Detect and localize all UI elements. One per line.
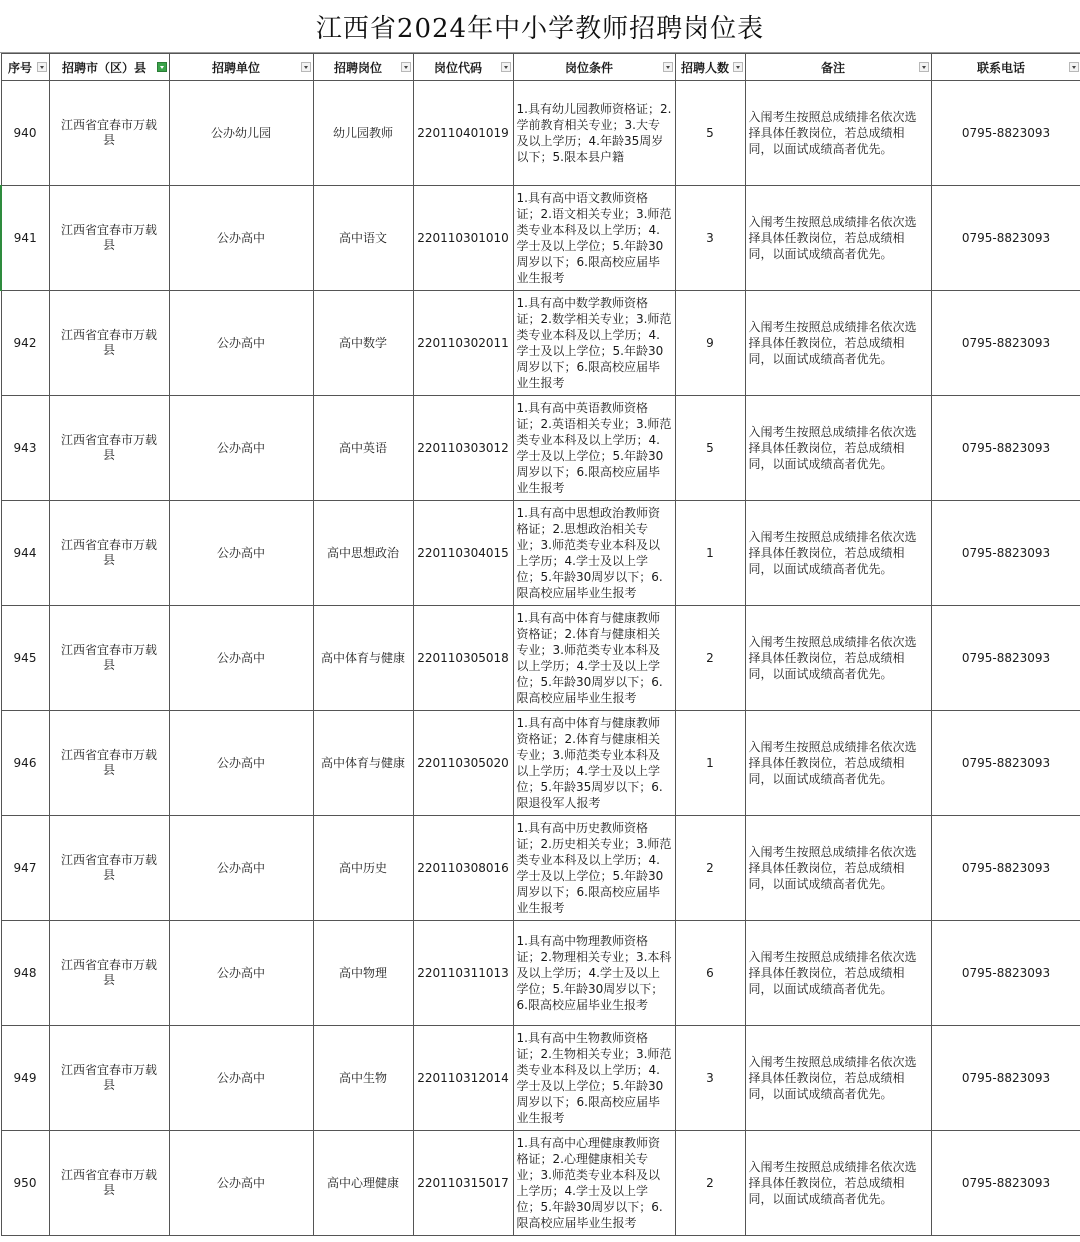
cell-count[interactable]: 1 bbox=[675, 501, 745, 606]
table-row[interactable] bbox=[1, 81, 1080, 186]
cell-code[interactable]: 220110401019 bbox=[413, 81, 513, 186]
table-row[interactable] bbox=[1, 1131, 1080, 1236]
table-row[interactable] bbox=[1, 1026, 1080, 1131]
filter-dropdown-icon[interactable] bbox=[157, 62, 167, 72]
cell-count[interactable]: 3 bbox=[675, 186, 745, 291]
cell-no[interactable]: 943 bbox=[1, 396, 49, 501]
cell-count[interactable]: 5 bbox=[675, 396, 745, 501]
cell-conditions[interactable]: 1.具有幼儿园教师资格证；2.学前教育相关专业；3.大专及以上学历；4.年龄35周岁以下；5.限本县户籍 bbox=[513, 81, 675, 186]
cell-note[interactable]: 入闱考生按照总成绩排名依次选择具体任教岗位，若总成绩相同，以面试成绩高者优先。 bbox=[745, 186, 931, 291]
cell-unit[interactable]: 公办高中 bbox=[169, 501, 313, 606]
title-row bbox=[0, 0, 1080, 53]
table-body bbox=[1, 81, 1080, 1236]
cell-unit[interactable]: 公办高中 bbox=[169, 396, 313, 501]
cell-unit[interactable]: 公办高中 bbox=[169, 291, 313, 396]
cell-no[interactable]: 945 bbox=[1, 606, 49, 711]
cell-post[interactable]: 幼儿园教师 bbox=[313, 81, 413, 186]
cell-unit[interactable]: 公办幼儿园 bbox=[169, 81, 313, 186]
cell-no[interactable]: 944 bbox=[1, 501, 49, 606]
cell-conditions[interactable]: 1.具有高中思想政治教师资格证；2.思想政治相关专业；3.师范类专业本科及以上学历；4.学士及以上学位；5.年龄30周岁以下；6.限高校应届毕业生报考 bbox=[513, 501, 675, 606]
table-row[interactable] bbox=[1, 816, 1080, 921]
table-row[interactable] bbox=[1, 921, 1080, 1026]
cell-county[interactable]: 江西省宜春市万载县 bbox=[49, 921, 169, 1026]
recruitment-table bbox=[0, 53, 1080, 1236]
cell-no[interactable]: 947 bbox=[1, 816, 49, 921]
cell-phone[interactable]: 0795-8823093 bbox=[931, 396, 1080, 501]
cell-conditions[interactable]: 1.具有高中语文教师资格证；2.语文相关专业；3.师范类专业本科及以上学历；4.学士及以上学位；5.年龄30周岁以下；6.限高校应届毕业生报考 bbox=[513, 186, 675, 291]
cell-conditions[interactable]: 1.具有高中英语教师资格证；2.英语相关专业；3.师范类专业本科及以上学历；4.学士及以上学位；5.年龄30周岁以下；6.限高校应届毕业生报考 bbox=[513, 396, 675, 501]
cell-note[interactable]: 入闱考生按照总成绩排名依次选择具体任教岗位，若总成绩相同，以面试成绩高者优先。 bbox=[745, 1131, 931, 1236]
cell-phone[interactable]: 0795-8823093 bbox=[931, 1131, 1080, 1236]
cell-count[interactable]: 9 bbox=[675, 291, 745, 396]
header-label: 岗位代码 bbox=[433, 60, 482, 75]
cell-conditions[interactable]: 1.具有高中数学教师资格证；2.数学相关专业；3.师范类专业本科及以上学历；4.学士及以上学位；5.年龄30周岁以下；6.限高校应届毕业生报考 bbox=[513, 291, 675, 396]
table-row[interactable] bbox=[1, 501, 1080, 606]
cell-no[interactable]: 942 bbox=[1, 291, 49, 396]
cell-no[interactable]: 946 bbox=[1, 711, 49, 816]
cell-county[interactable]: 江西省宜春市万载县 bbox=[49, 501, 169, 606]
cell-phone[interactable]: 0795-8823093 bbox=[931, 711, 1080, 816]
cell-note[interactable]: 入闱考生按照总成绩排名依次选择具体任教岗位，若总成绩相同，以面试成绩高者优先。 bbox=[745, 396, 931, 501]
header-no[interactable] bbox=[1, 54, 49, 81]
cell-no[interactable]: 950 bbox=[1, 1131, 49, 1236]
cell-no[interactable]: 941 bbox=[1, 186, 49, 291]
header-label: 招聘市（区）县 bbox=[61, 60, 146, 75]
cell-county[interactable]: 江西省宜春市万载县 bbox=[49, 396, 169, 501]
header-label: 备注 bbox=[820, 60, 845, 75]
table-row[interactable] bbox=[1, 186, 1080, 291]
cell-conditions[interactable]: 1.具有高中历史教师资格证；2.历史相关专业；3.师范类专业本科及以上学历；4.学士及以上学位；5.年龄30周岁以下；6.限高校应届毕业生报考 bbox=[513, 816, 675, 921]
cell-count[interactable]: 2 bbox=[675, 816, 745, 921]
cell-post[interactable]: 高中语文 bbox=[313, 186, 413, 291]
cell-note[interactable]: 入闱考生按照总成绩排名依次选择具体任教岗位，若总成绩相同，以面试成绩高者优先。 bbox=[745, 816, 931, 921]
header-post[interactable] bbox=[313, 54, 413, 81]
cell-unit[interactable]: 公办高中 bbox=[169, 1026, 313, 1131]
header-note[interactable] bbox=[745, 54, 931, 81]
filter-dropdown-icon[interactable] bbox=[37, 62, 47, 72]
header-label: 序号 bbox=[7, 60, 32, 75]
cell-county[interactable]: 江西省宜春市万载县 bbox=[49, 606, 169, 711]
table-row[interactable] bbox=[1, 711, 1080, 816]
cell-phone[interactable]: 0795-8823093 bbox=[931, 606, 1080, 711]
cell-county[interactable]: 江西省宜春市万载县 bbox=[49, 711, 169, 816]
cell-post[interactable]: 高中历史 bbox=[313, 816, 413, 921]
cell-county[interactable]: 江西省宜春市万载县 bbox=[49, 1131, 169, 1236]
cell-phone[interactable]: 0795-8823093 bbox=[931, 291, 1080, 396]
cell-code[interactable]: 220110304015 bbox=[413, 501, 513, 606]
cell-note[interactable]: 入闱考生按照总成绩排名依次选择具体任教岗位，若总成绩相同，以面试成绩高者优先。 bbox=[745, 1026, 931, 1131]
cell-county[interactable]: 江西省宜春市万载县 bbox=[49, 1026, 169, 1131]
cell-county[interactable]: 江西省宜春市万载县 bbox=[49, 81, 169, 186]
cell-note[interactable]: 入闱考生按照总成绩排名依次选择具体任教岗位，若总成绩相同，以面试成绩高者优先。 bbox=[745, 606, 931, 711]
cell-note[interactable]: 入闱考生按照总成绩排名依次选择具体任教岗位，若总成绩相同，以面试成绩高者优先。 bbox=[745, 711, 931, 816]
cell-code[interactable]: 220110315017 bbox=[413, 1131, 513, 1236]
cell-post[interactable]: 高中体育与健康 bbox=[313, 606, 413, 711]
cell-count[interactable]: 3 bbox=[675, 1026, 745, 1131]
cell-post[interactable]: 高中思想政治 bbox=[313, 501, 413, 606]
table-row[interactable] bbox=[1, 291, 1080, 396]
header-conditions[interactable] bbox=[513, 54, 675, 81]
header-label: 岗位条件 bbox=[564, 60, 613, 75]
filter-dropdown-icon[interactable] bbox=[919, 62, 929, 72]
cell-code[interactable]: 220110305018 bbox=[413, 606, 513, 711]
header-label: 招聘人数 bbox=[680, 60, 729, 75]
cell-conditions[interactable]: 1.具有高中体育与健康教师资格证；2.体育与健康相关专业；3.师范类专业本科及以上学历；4.学士及以上学位；5.年龄35周岁以下；6.限退役军人报考 bbox=[513, 711, 675, 816]
cell-post[interactable]: 高中体育与健康 bbox=[313, 711, 413, 816]
cell-unit[interactable]: 公办高中 bbox=[169, 186, 313, 291]
cell-county[interactable]: 江西省宜春市万载县 bbox=[49, 816, 169, 921]
filter-dropdown-icon[interactable] bbox=[501, 62, 511, 72]
cell-phone[interactable]: 0795-8823093 bbox=[931, 1026, 1080, 1131]
header-phone[interactable] bbox=[931, 54, 1080, 81]
cell-no[interactable]: 949 bbox=[1, 1026, 49, 1131]
cell-post[interactable]: 高中英语 bbox=[313, 396, 413, 501]
cell-conditions[interactable]: 1.具有高中体育与健康教师资格证；2.体育与健康相关专业；3.师范类专业本科及以上学历；4.学士及以上学位；5.年龄30周岁以下；6.限高校应届毕业生报考 bbox=[513, 606, 675, 711]
table-row[interactable] bbox=[1, 606, 1080, 711]
header-county[interactable] bbox=[49, 54, 169, 81]
cell-code[interactable]: 220110305020 bbox=[413, 711, 513, 816]
cell-unit[interactable]: 公办高中 bbox=[169, 606, 313, 711]
filter-dropdown-icon[interactable] bbox=[663, 62, 673, 72]
cell-note[interactable]: 入闱考生按照总成绩排名依次选择具体任教岗位，若总成绩相同，以面试成绩高者优先。 bbox=[745, 81, 931, 186]
cell-post[interactable]: 高中数学 bbox=[313, 291, 413, 396]
cell-post[interactable]: 高中生物 bbox=[313, 1026, 413, 1131]
cell-conditions[interactable]: 1.具有高中物理教师资格证；2.物理相关专业；3.本科及以上学历；4.学士及以上学位；5.年龄30周岁以下；6.限高校应届毕业生报考 bbox=[513, 921, 675, 1026]
cell-phone[interactable]: 0795-8823093 bbox=[931, 186, 1080, 291]
cell-code[interactable]: 220110311013 bbox=[413, 921, 513, 1026]
filter-dropdown-icon[interactable] bbox=[733, 62, 743, 72]
cell-phone[interactable]: 0795-8823093 bbox=[931, 921, 1080, 1026]
cell-no[interactable]: 948 bbox=[1, 921, 49, 1026]
filter-dropdown-icon[interactable] bbox=[301, 62, 311, 72]
header-count[interactable] bbox=[675, 54, 745, 81]
cell-count[interactable]: 2 bbox=[675, 1131, 745, 1236]
cell-county[interactable]: 江西省宜春市万载县 bbox=[49, 291, 169, 396]
cell-note[interactable]: 入闱考生按照总成绩排名依次选择具体任教岗位，若总成绩相同，以面试成绩高者优先。 bbox=[745, 921, 931, 1026]
filter-dropdown-icon[interactable] bbox=[1069, 62, 1079, 72]
cell-note[interactable]: 入闱考生按照总成绩排名依次选择具体任教岗位，若总成绩相同，以面试成绩高者优先。 bbox=[745, 291, 931, 396]
header-code[interactable] bbox=[413, 54, 513, 81]
header-label: 招聘岗位 bbox=[333, 60, 382, 75]
cell-post[interactable]: 高中物理 bbox=[313, 921, 413, 1026]
cell-unit[interactable]: 公办高中 bbox=[169, 1131, 313, 1236]
cell-phone[interactable]: 0795-8823093 bbox=[931, 501, 1080, 606]
cell-code[interactable]: 220110308016 bbox=[413, 816, 513, 921]
cell-conditions[interactable]: 1.具有高中心理健康教师资格证；2.心理健康相关专业；3.师范类专业本科及以上学历；4.学士及以上学位；5.年龄30周岁以下；6.限高校应届毕业生报考 bbox=[513, 1131, 675, 1236]
header-label: 招聘单位 bbox=[211, 60, 260, 75]
cell-unit[interactable]: 公办高中 bbox=[169, 711, 313, 816]
cell-phone[interactable]: 0795-8823093 bbox=[931, 816, 1080, 921]
cell-code[interactable]: 220110303012 bbox=[413, 396, 513, 501]
filter-dropdown-icon[interactable] bbox=[401, 62, 411, 72]
table-row[interactable] bbox=[1, 396, 1080, 501]
header-row bbox=[1, 54, 1080, 81]
cell-count[interactable]: 2 bbox=[675, 606, 745, 711]
header-label: 联系电话 bbox=[976, 60, 1025, 75]
cell-code[interactable]: 220110301010 bbox=[413, 186, 513, 291]
cell-count[interactable]: 5 bbox=[675, 81, 745, 186]
cell-unit[interactable]: 公办高中 bbox=[169, 816, 313, 921]
cell-phone[interactable]: 0795-8823093 bbox=[931, 81, 1080, 186]
cell-count[interactable]: 1 bbox=[675, 711, 745, 816]
cell-no[interactable]: 940 bbox=[1, 81, 49, 186]
cell-note[interactable]: 入闱考生按照总成绩排名依次选择具体任教岗位，若总成绩相同，以面试成绩高者优先。 bbox=[745, 501, 931, 606]
cell-unit[interactable]: 公办高中 bbox=[169, 921, 313, 1026]
header-unit[interactable] bbox=[169, 54, 313, 81]
cell-count[interactable]: 6 bbox=[675, 921, 745, 1026]
cell-county[interactable]: 江西省宜春市万载县 bbox=[49, 186, 169, 291]
cell-code[interactable]: 220110302011 bbox=[413, 291, 513, 396]
cell-post[interactable]: 高中心理健康 bbox=[313, 1131, 413, 1236]
cell-code[interactable]: 220110312014 bbox=[413, 1026, 513, 1131]
cell-conditions[interactable]: 1.具有高中生物教师资格证；2.生物相关专业；3.师范类专业本科及以上学历；4.学士及以上学位；5.年龄30周岁以下；6.限高校应届毕业生报考 bbox=[513, 1026, 675, 1131]
sheet-title: 江西省2024年中小学教师招聘岗位表 bbox=[315, 13, 765, 44]
